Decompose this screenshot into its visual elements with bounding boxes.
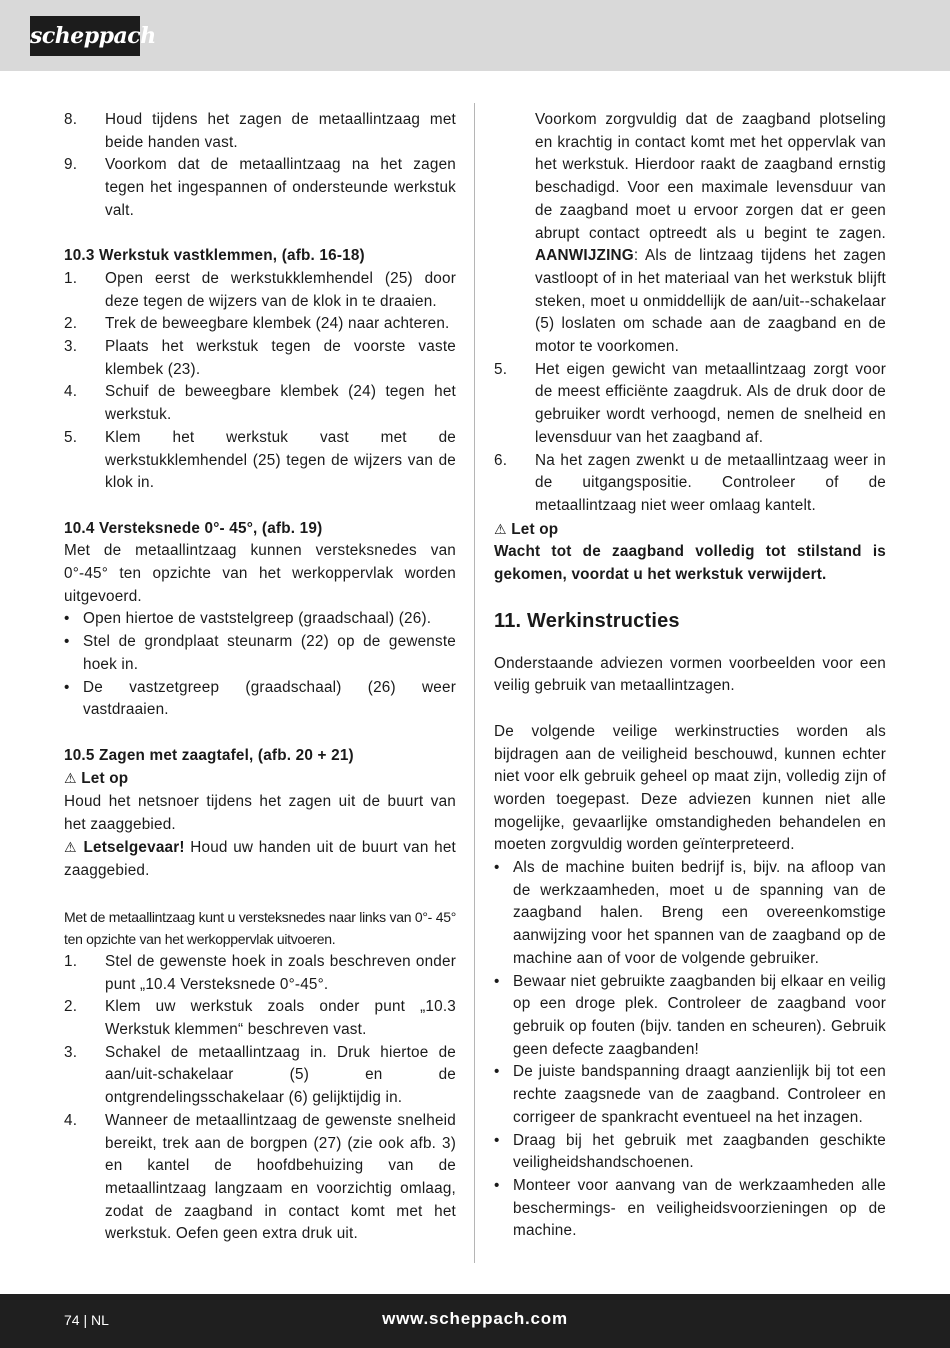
list-item [494,450,886,518]
continued-paragraph [494,109,886,359]
warning-icon: ⚠ [64,839,78,856]
warning-heading [64,767,456,791]
bullet-item [494,971,886,1062]
item-text: Wanneer de metaallintzaag de gewenste snelheid bereikt, trek aan de borgpen (27) (zie ook afb. 3) en kantel de hoofdbehuizing van de metaallintzaag langzaam en voorzichtig omlaag, zodat de zaagband in contact komt met het werkstuk. Oefen geen extra druk uit. [105,1111,456,1243]
bullet-text: De vastzetgreep (graadschaal) (26) weer vastdraaien. [83,678,456,719]
item-text: Trek de beweegbare klembek (24) naar achteren. [105,315,450,333]
item-number: 1. [64,269,78,287]
paragraph: De volgende veilige werkinstructies worden als bijdragen aan de veiligheid beschouwd, kunnen echter niet voor elk gebruik geheel op maat zijn, volledig zijn of worden toegepast. Deze adviezen kunnen niet alle mogelijke, gevaarlijke omstandigheden behandelen en moeten zorgvuldig worden geïnterpreteerd. [494,722,886,854]
section-heading-10-5: 10.5 Zagen met zaagtafel, (afb. 20 + 21) [64,746,354,764]
list-item [64,268,456,313]
paragraph: Met de metaallintzaag kunnen versteksnedes van 0°-45° ten opzichte van het werkoppervlak worden uitgevoerd. [64,542,456,605]
bullet-text: Draag bij het gebruik met zaagbanden geschikte veiligheidshandschoenen. [513,1131,886,1172]
item-text: Open eerst de werkstukklemhendel (25) door deze tegen de wijzers van de klok in te draaien. [105,269,456,310]
list-item [494,359,886,450]
item-number: 2. [64,315,78,333]
item-number: 8. [64,111,78,128]
chapter-heading: 11. Werkinstructies [494,609,680,632]
bullet-item [494,1130,886,1175]
warning-icon: ⚠ [494,520,507,537]
item-number: 5. [494,360,508,378]
bullet-icon: • [494,1176,500,1194]
section-heading-10-3: 10.3 Werkstuk vastklemmen, (afb. 16-18) [64,247,365,265]
bullet-text: Monteer voor aanvang van de werkzaamheden alle beschermings- en veiligheidsvoorzieningen op de machine. [513,1176,886,1240]
list-item [64,427,456,495]
section-heading-10-4: 10.4 Versteksnede 0°- 45°, (afb. 19) [64,519,323,537]
item-number: 4. [64,1111,78,1129]
left-column [64,109,456,1246]
list-item [64,154,456,222]
bullet-icon: • [64,610,70,628]
list-item [64,1110,456,1246]
paragraph: Houd het netsnoer tijdens het zagen uit de buurt van het zaaggebied. [64,793,456,833]
page-number-value: 74 [64,1312,80,1328]
item-text: Klem het werkstuk vast met de werkstukklemhendel (25) tegen de wijzers van de klok in. [105,428,456,492]
bullet-text: Bewaar niet gebruikte zaagbanden bij elkaar en veilig op een droge plek. Controleer de zaagband voor gebruik op fouten (bijv. tanden en scheuren). Gebruik geen defecte zaagbanden! [513,972,886,1058]
bullet-text: Stel de grondplaat steunarm (22) op de gewenste hoek in. [83,633,456,673]
scheppach-logo: scheppach [30,16,140,56]
item-number: 2. [64,998,78,1016]
note-label: AANWIJZING [535,247,634,265]
warning-label: Letselgevaar! [83,839,185,857]
bullet-icon: • [494,1131,500,1149]
warning-text: Wacht tot de zaagband volledig tot stilstand is gekomen, voordat u het werkstuk verwijdert. [494,543,886,584]
bullet-icon: • [64,678,70,696]
list-item [64,381,456,426]
item-number: 6. [494,451,508,469]
item-number: 9. [64,156,78,174]
paragraph: Onderstaande adviezen vormen voorbeelden voor een veilig gebruik van metaallintzagen. [494,654,886,695]
website-url: www.scheppach.com [382,1309,568,1328]
warning-label: Let op [511,520,559,538]
item-number: 5. [64,428,78,446]
text: Voorkom zorgvuldig dat de zaagband plotseling en krachtig in contact komt met het oppervlak van het werkstuk. Hierdoor raakt de zaagband ernstig beschadigd. Voor een maximale levensduur van de zaagband moet u ervoor zorgen dat er geen abrupt contact optreedt als u begint te zagen. [535,111,886,242]
item-text: Houd tijdens het zagen de metaallintzaag met beide handen vast. [105,111,456,151]
warning-icon: ⚠ [64,770,77,787]
list-item [64,996,456,1041]
bullet-item [494,1175,886,1243]
item-text: Na het zagen zwenkt u de metaallintzaag weer in de uitgangspositie. Controleer of de metaallintzaag niet weer omlaag kantelt. [535,451,886,514]
item-text: Het eigen gewicht van metaallintzaag zorgt voor de meest efficiënte zaagdruk. Als de druk door de gebruiker wordt verhoogd, nemen de snelheid en levensduur van het zaagband af. [535,360,886,446]
bullet-icon: • [64,633,70,651]
language-code: NL [91,1312,109,1328]
right-column [494,109,886,1243]
bullet-item [64,631,456,676]
bullet-text: De juiste bandspanning draagt aanzienlijk bij tot een rechte zaagsnede van de zaagband. Controleer en corrigeer de spankracht eventueel na het inzagen. [513,1063,886,1126]
bullet-text: Open hiertoe de vaststelgreep (graadschaal) (26). [83,610,432,628]
column-divider [474,103,475,1263]
bullet-icon: • [494,1063,500,1081]
page-number: 74 | NL [64,1312,109,1328]
item-text: Schakel de metaallintzaag in. Druk hiertoe de aan/uit-schakelaar (5) en de ontgrendelingsschakelaar (6) gelijktijdig in. [105,1043,456,1107]
list-item [64,1042,456,1110]
warning-paragraph [64,836,456,882]
list-item [64,109,456,154]
list-item [64,313,456,336]
text: : Als de lintzaag tijdens het zagen vastloopt of in het materiaal van het werkstuk blijft steken, moet u onmiddellijk de aan/uit--schakelaar (5) loslaten om schade aan de zaagband en de motor te voorkomen. [535,247,886,356]
paragraph: Met de metaallintzaag kunt u versteksnedes naar links van 0°- 45° ten opzichte van het werkoppervlak uitvoeren. [64,908,456,948]
bullet-icon: • [494,859,500,877]
list-item [64,336,456,381]
bullet-item [64,608,456,631]
item-text: Stel de gewenste hoek in zoals beschreven onder punt „10.4 Versteksnede 0°-45°. [105,952,456,993]
item-number: 1. [64,952,78,970]
item-text: Schuif de beweegbare klembek (24) tegen het werkstuk. [105,383,456,424]
bullet-item [494,857,886,971]
list-item [64,951,456,996]
warning-heading [494,518,886,542]
warning-label: Let op [81,770,129,788]
bullet-item [64,677,456,722]
item-text: Voorkom dat de metaallintzaag na het zagen tegen het ingespannen of ondersteunde werkstuk valt. [105,156,456,219]
warning-text: Houd uw handen uit de buurt van het zaaggebied. [64,839,456,880]
bullet-item [494,1061,886,1129]
item-number: 3. [64,338,78,356]
item-text: Plaats het werkstuk tegen de voorste vaste klembek (23). [105,338,456,378]
item-number: 3. [64,1043,78,1061]
item-text: Klem uw werkstuk zoals onder punt „10.3 Werkstuk klemmen“ beschreven vast. [105,998,456,1039]
item-number: 4. [64,383,78,401]
bullet-text: Als de machine buiten bedrijf is, bijv. na afloop van de werkzaamheden, moet u de spanning van de zaagband halen. Breng een overeenkomstige aanwijzing voor het spannen van de zaagband op de machine aan of voor de volgende gebruiker. [513,859,886,967]
header-bar [0,0,950,71]
bullet-icon: • [494,972,500,990]
footer-bar [0,1294,950,1348]
